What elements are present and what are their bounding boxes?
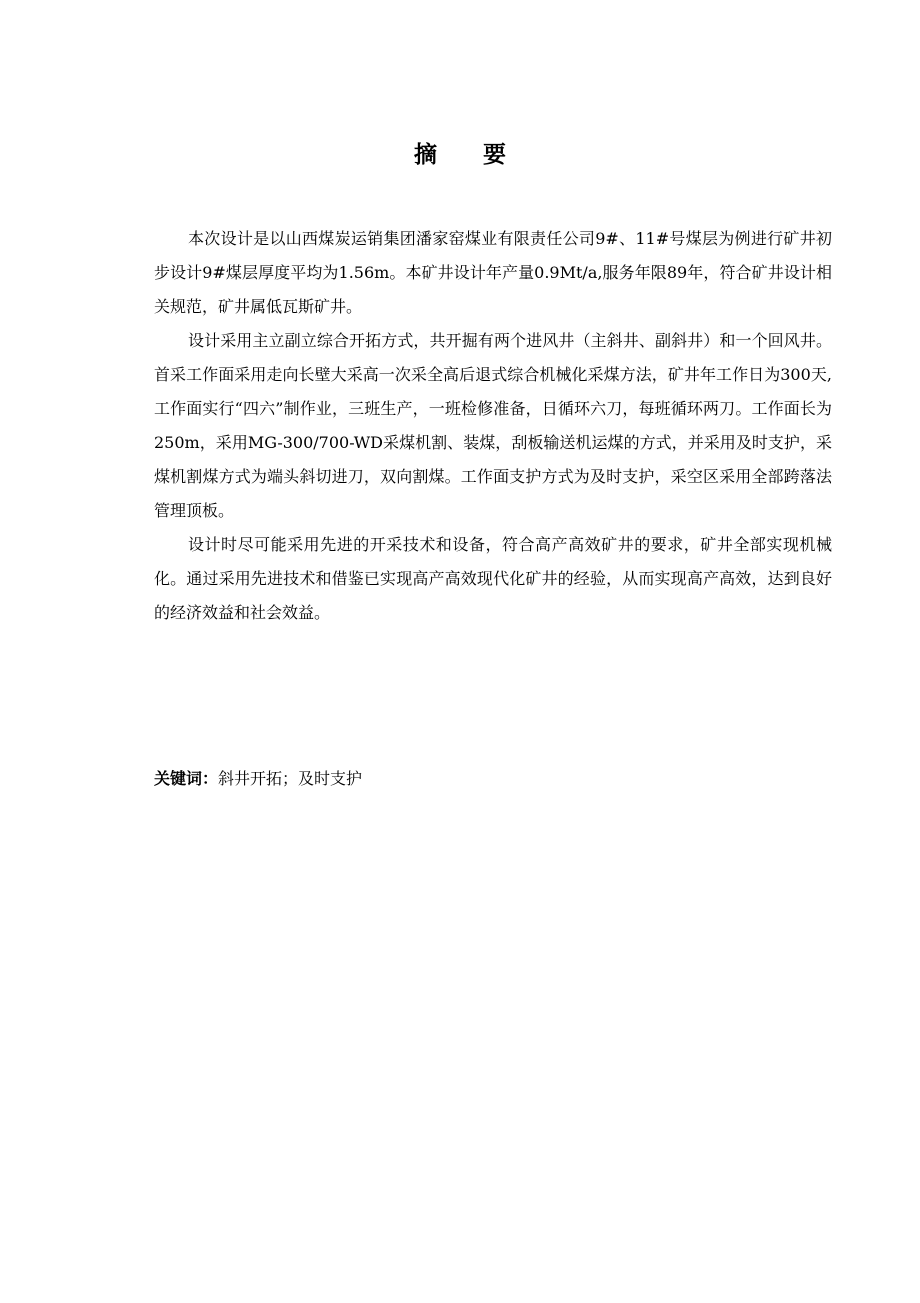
keywords-label: 关键词： bbox=[154, 769, 219, 788]
keywords-value: 斜井开拓；及时支护 bbox=[218, 769, 363, 788]
page-title: 摘 要 bbox=[414, 142, 506, 168]
keywords-line bbox=[154, 762, 832, 796]
abstract-paragraph-2: 设计采用主立副立综合开拓方式，共开掘有两个进风井（主斜井、副斜井）和一个回风井。首采工作面采用走向长壁大采高一次采全高后退式综合机械化采煤方法，矿井年工作日为300天,工作面实行“四六”制作业，三班生产，一班检修准备，日循环六刀，每班循环两刀。工作面长为250m，采用MG-300/700-WD采煤机割、装煤，刮板输送机运煤的方式，并采用及时支护，采煤机割煤方式为端头斜切进刀，双向割煤。工作面支护方式为及时支护，采空区采用全部跨落法管理顶板。 bbox=[154, 331, 832, 520]
abstract-body bbox=[154, 222, 832, 630]
abstract-paragraph-1: 本次设计是以山西煤炭运销集团潘家窑煤业有限责任公司9#、11#号煤层为例进行矿井初步设计9#煤层厚度平均为1.56m。本矿井设计年产量0.9Mt/a,服务年限89年，符合矿井设计相关规范，矿井属低瓦斯矿井。 bbox=[154, 229, 832, 316]
abstract-paragraph-3: 设计时尽可能采用先进的开采技术和设备，符合高产高效矿井的要求，矿井全部实现机械化。通过采用先进技术和借鉴已实现高产高效现代化矿井的经验，从而实现高产高效，达到良好的经济效益和社会效益。 bbox=[154, 535, 832, 622]
